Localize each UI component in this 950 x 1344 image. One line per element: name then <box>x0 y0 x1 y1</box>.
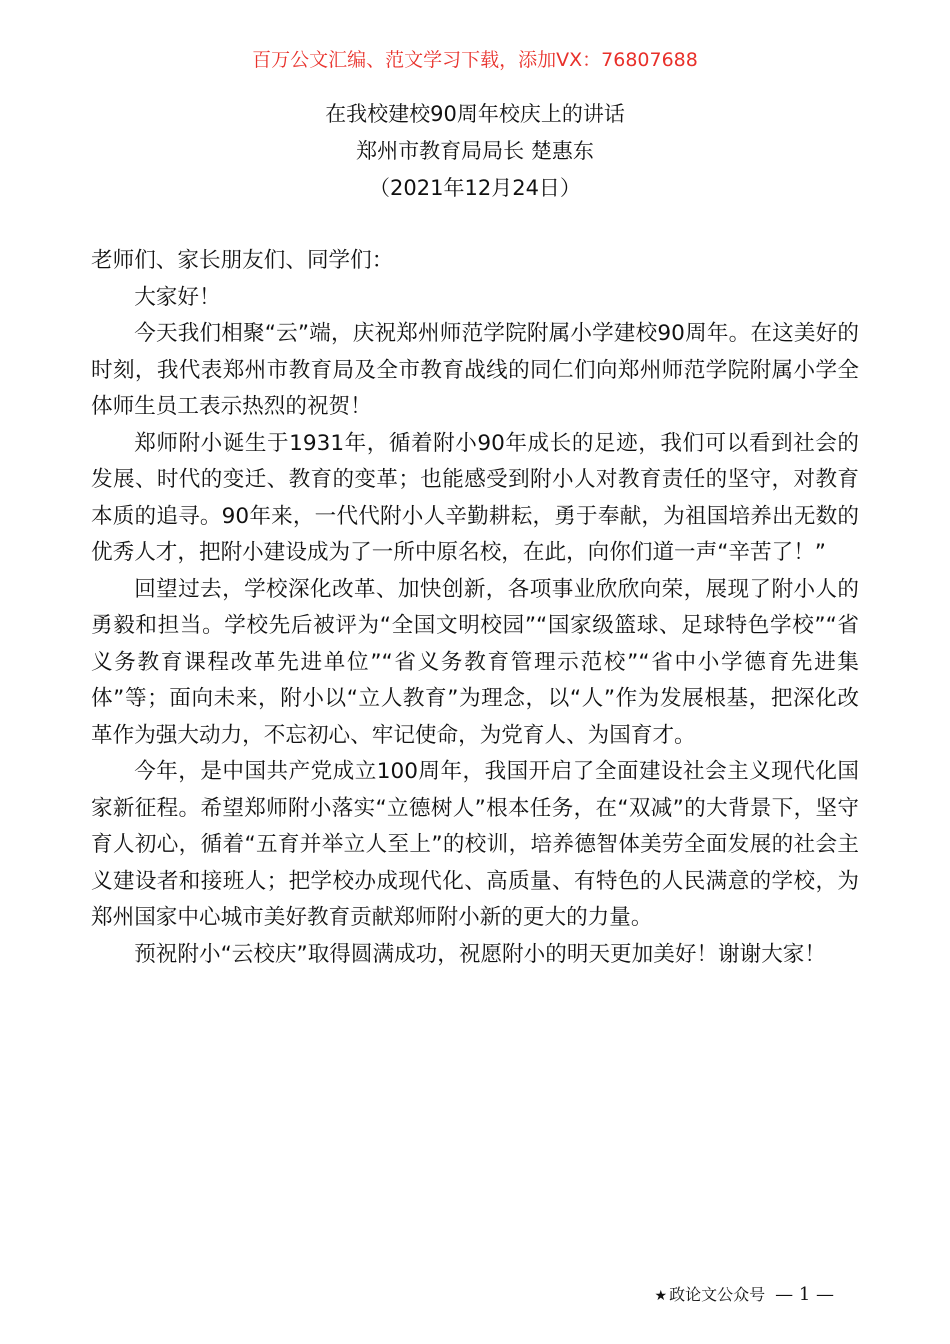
speech-body <box>91 243 859 973</box>
speaker-line: 郑州市教育局局长 楚惠东 <box>356 139 594 163</box>
speech-date: （2021年12月24日） <box>369 176 581 200</box>
title-block <box>0 96 950 207</box>
star-icon: ★ <box>654 1288 668 1304</box>
paragraph-closing: 预祝附小“云校庆”取得圆满成功，祝愿附小的明天更加美好！谢谢大家！ <box>134 941 826 967</box>
paragraph: 回望过去，学校深化改革、加快创新，各项事业欣欣向荣，展现了附小人的勇毅和担当。学校先后被评为“全国文明校园”“国家级篮球、足球特色学校”“省义务教育课程改革先进单位”“省义务教育管理示范校”“省中小学德育先进集体”等；面向未来，附小以“立人教育”为理念，以“人”作为发展根基，把深化改革作为强大动力，不忘初心、牢记使命，为党育人、为国育才。 <box>91 576 859 748</box>
paragraph: 今天我们相聚“云”端，庆祝郑州师范学院附属小学建校90周年。在这美好的时刻，我代表郑州市教育局及全市教育战线的同仁们向郑州师范学院附属小学全体师生员工表示热烈的祝贺！ <box>91 321 859 419</box>
speech-title: 在我校建校90周年校庆上的讲话 <box>325 102 625 126</box>
watermark-banner: 百万公文汇编、范文学习下载，添加VX：76807688 <box>252 49 698 71</box>
footer-source: 政论文公众号 <box>669 1285 766 1304</box>
paragraph: 郑师附小诞生于1931年，循着附小90年成长的足迹，我们可以看到社会的发展、时代的变迁、教育的变革；也能感受到附小人对教育责任的坚守，对教育本质的追寻。90年来，一代代附小人辛勤耕耘，勇于奉献，为祖国培养出无数的优秀人才，把附小建设成为了一所中原名校，在此，向你们道一声“辛苦了！” <box>91 430 859 565</box>
salutation: 老师们、家长朋友们、同学们： <box>91 248 394 273</box>
page-number: — 1 — <box>775 1284 834 1305</box>
paragraph-greeting: 大家好！ <box>134 284 221 310</box>
paragraph: 今年，是中国共产党成立100周年，我国开启了全面建设社会主义现代化国家新征程。希望郑师附小落实“立德树人”根本任务，在“双减”的大背景下，坚守育人初心，循着“五育并举立人至上”的校训，培养德智体美劳全面发展的社会主义建设者和接班人；把学校办成现代化、高质量、有特色的人民满意的学校，为郑州国家中心城市美好教育贡献郑师附小新的更大的力量。 <box>91 759 859 930</box>
page-footer <box>655 1282 834 1309</box>
